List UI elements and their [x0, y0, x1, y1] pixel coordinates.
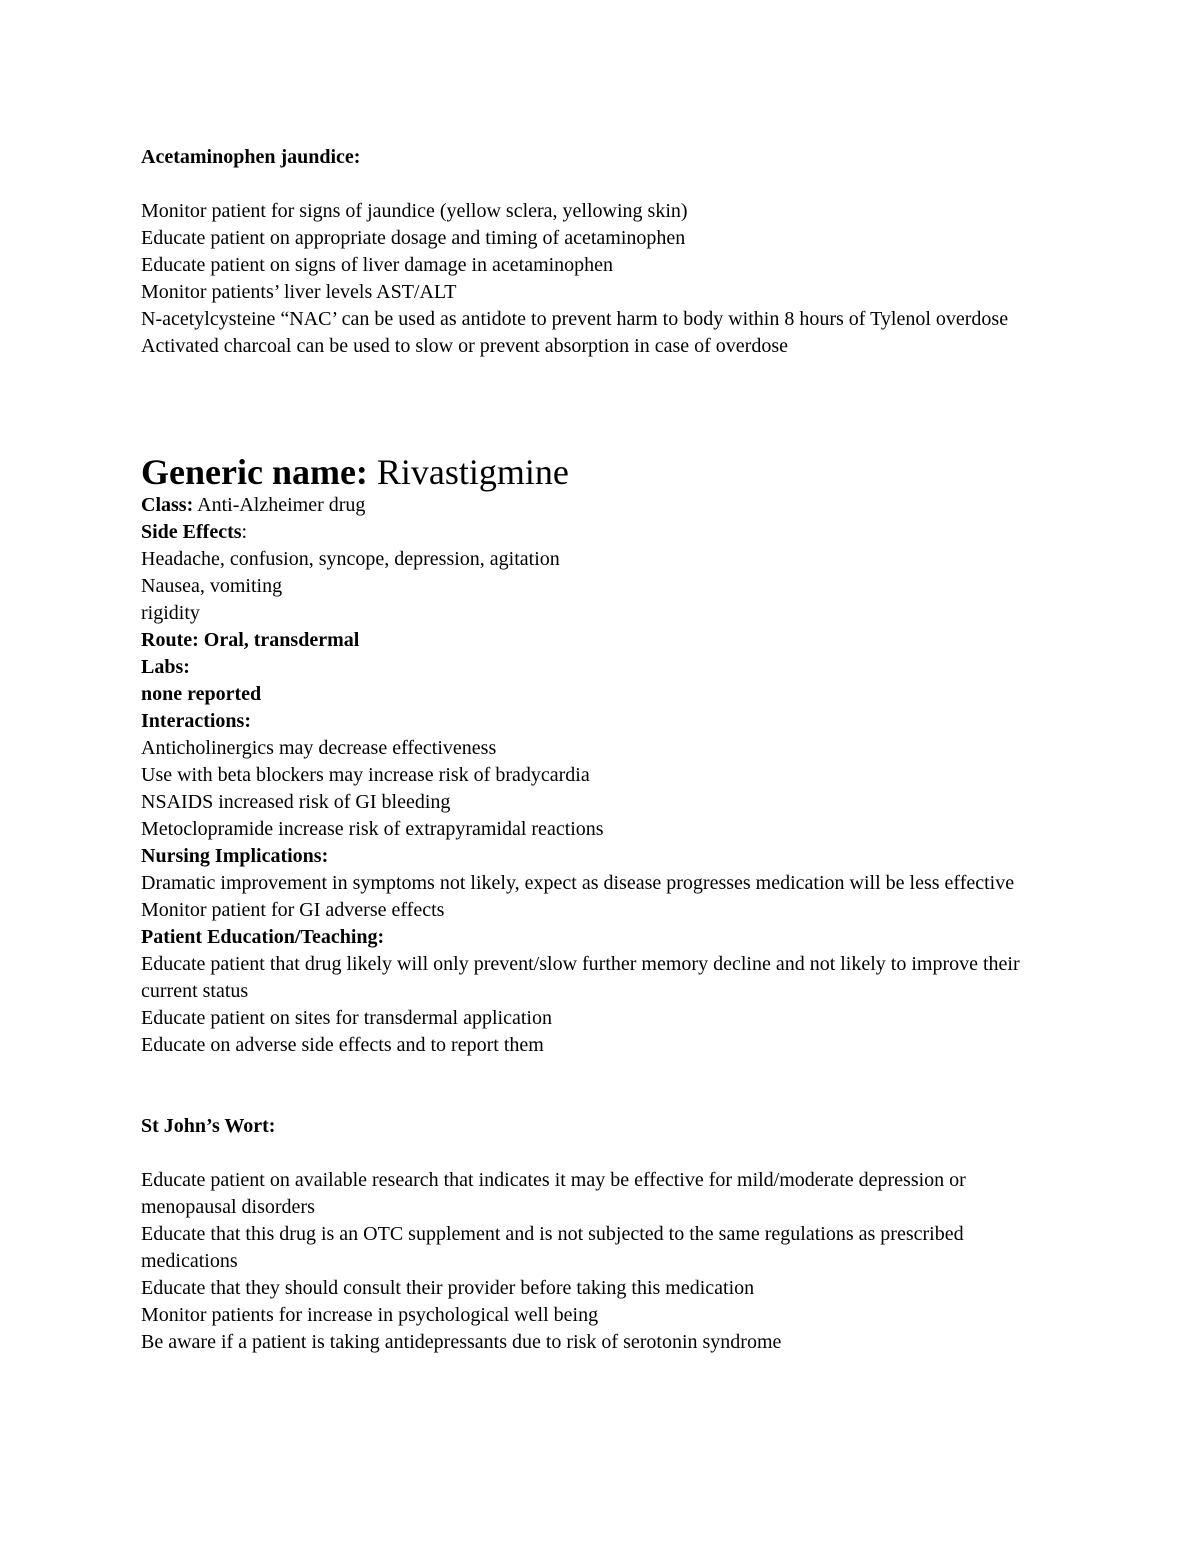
generic-name-label: Generic name:: [141, 452, 368, 492]
st-johns-line: Educate patient on available research that indicates it may be effective for mild/moderate depression or menopausal disorders: [141, 1169, 966, 1218]
side-effects-label: Side Effects: [141, 521, 242, 543]
interaction-item: Use with beta blockers may increase risk of bradycardia: [141, 764, 590, 786]
spacer: [141, 171, 1061, 198]
spacer: [141, 1140, 1061, 1167]
generic-name-value: Rivastigmine: [367, 452, 569, 492]
acetaminophen-line: Monitor patient for signs of jaundice (yellow sclera, yellowing skin): [141, 200, 688, 222]
acetaminophen-line: Educate patient on signs of liver damage in acetaminophen: [141, 254, 614, 276]
education-item: Educate patient that drug likely will only prevent/slow further memory decline and not likely to improve their current status: [141, 953, 1020, 1002]
class-label: Class:: [141, 494, 194, 516]
acetaminophen-line: Educate patient on appropriate dosage and timing of acetaminophen: [141, 227, 686, 249]
side-effect-item: Nausea, vomiting: [141, 575, 283, 597]
interaction-item: Metoclopramide increase risk of extrapyramidal reactions: [141, 818, 604, 840]
acetaminophen-line: Activated charcoal can be used to slow or prevent absorption in case of overdose: [141, 335, 788, 357]
acetaminophen-line: Monitor patients’ liver levels AST/ALT: [141, 281, 457, 303]
education-item: Educate patient on sites for transdermal application: [141, 1007, 552, 1029]
spacer: [141, 360, 1061, 452]
st-johns-line: Be aware if a patient is taking antidepressants due to risk of serotonin syndrome: [141, 1331, 782, 1353]
spacer: [141, 1059, 1061, 1113]
nursing-item: Monitor patient for GI adverse effects: [141, 899, 445, 921]
section-title-st-johns-wort: St John’s Wort:: [141, 1115, 276, 1137]
education-item: Educate on adverse side effects and to report them: [141, 1034, 544, 1056]
st-johns-line: Educate that they should consult their provider before taking this medication: [141, 1277, 755, 1299]
class-line: [141, 492, 1061, 519]
interaction-item: Anticholinergics may decrease effectiveness: [141, 737, 497, 759]
st-johns-line: Educate that this drug is an OTC supplement and is not subjected to the same regulations as prescribed medications: [141, 1223, 964, 1272]
interactions-label: Interactions:: [141, 710, 251, 732]
acetaminophen-line: N-acetylcysteine “NAC’ can be used as antidote to prevent harm to body within 8 hours of Tylenol overdose: [141, 308, 1009, 330]
side-effect-item: Headache, confusion, syncope, depression, agitation: [141, 548, 560, 570]
route-line: Route: Oral, transdermal: [141, 629, 360, 651]
labs-label: Labs:: [141, 656, 190, 678]
side-effect-item: rigidity: [141, 602, 200, 624]
st-johns-line: Monitor patients for increase in psychological well being: [141, 1304, 599, 1326]
nursing-item: Dramatic improvement in symptoms not likely, expect as disease progresses medication will be less effective: [141, 872, 1015, 894]
section-title-acetaminophen: Acetaminophen jaundice:: [141, 146, 361, 168]
side-effects-colon: :: [241, 521, 248, 543]
generic-name-heading: [141, 452, 1061, 492]
patient-education-label: Patient Education/Teaching:: [141, 926, 385, 948]
interaction-item: NSAIDS increased risk of GI bleeding: [141, 791, 451, 813]
document-page: [141, 144, 1061, 1356]
labs-value: none reported: [141, 683, 262, 705]
side-effects-heading: [141, 519, 1061, 546]
class-value: Anti-Alzheimer drug: [193, 494, 366, 516]
nursing-implications-label: Nursing Implications:: [141, 845, 329, 867]
